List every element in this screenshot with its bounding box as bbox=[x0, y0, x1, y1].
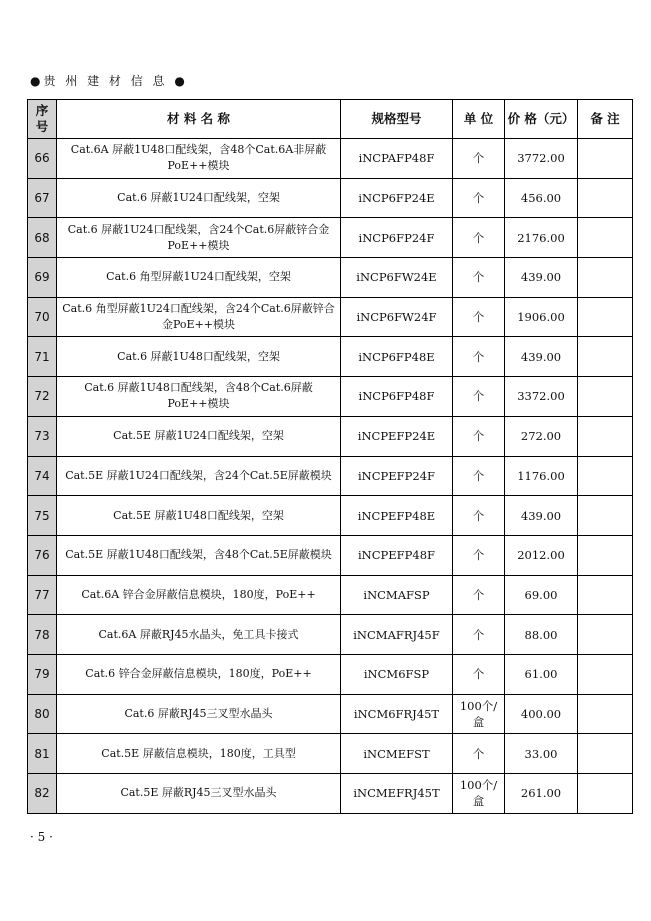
cell-price: 261.00 bbox=[505, 774, 578, 814]
cell-unit: 个 bbox=[453, 139, 505, 179]
cell-model: iNCP6FP24F bbox=[341, 218, 453, 258]
cell-model: iNCMAFRJ45F bbox=[341, 615, 453, 655]
cell-no: 73 bbox=[28, 416, 57, 456]
page-number: · 5 · bbox=[30, 830, 53, 844]
cell-remark bbox=[578, 575, 633, 615]
table-row bbox=[28, 496, 633, 536]
cell-remark bbox=[578, 258, 633, 298]
cell-model: iNCM6FRJ45T bbox=[341, 694, 453, 734]
table-row bbox=[28, 694, 633, 734]
cell-remark bbox=[578, 496, 633, 536]
cell-price: 33.00 bbox=[505, 734, 578, 774]
cell-price: 2012.00 bbox=[505, 535, 578, 575]
cell-name: Cat.5E 屏蔽1U24口配线架，空架 bbox=[57, 416, 341, 456]
col-header-price: 价 格（元） bbox=[505, 100, 578, 139]
cell-model: iNCPEFP24E bbox=[341, 416, 453, 456]
cell-unit: 个 bbox=[453, 218, 505, 258]
cell-price: 3772.00 bbox=[505, 139, 578, 179]
cell-model: iNCMAFSP bbox=[341, 575, 453, 615]
table-row bbox=[28, 377, 633, 417]
cell-no: 68 bbox=[28, 218, 57, 258]
cell-remark bbox=[578, 297, 633, 337]
cell-price: 439.00 bbox=[505, 258, 578, 298]
cell-price: 439.00 bbox=[505, 337, 578, 377]
cell-name: Cat.6 屏蔽1U48口配线架，含48个Cat.6屏蔽PoE++模块 bbox=[57, 377, 341, 417]
cell-no: 70 bbox=[28, 297, 57, 337]
cell-no: 69 bbox=[28, 258, 57, 298]
table-row bbox=[28, 615, 633, 655]
cell-model: iNCP6FP48E bbox=[341, 337, 453, 377]
table-row bbox=[28, 297, 633, 337]
cell-unit: 个 bbox=[453, 178, 505, 218]
price-table bbox=[27, 99, 633, 814]
cell-unit: 个 bbox=[453, 734, 505, 774]
cell-model: iNCPEFP48E bbox=[341, 496, 453, 536]
cell-price: 1906.00 bbox=[505, 297, 578, 337]
cell-price: 61.00 bbox=[505, 654, 578, 694]
cell-name: Cat.6A 屏蔽1U48口配线架，含48个Cat.6A非屏蔽PoE++模块 bbox=[57, 139, 341, 179]
cell-model: iNCP6FP24E bbox=[341, 178, 453, 218]
table-row bbox=[28, 218, 633, 258]
cell-name: Cat.5E 屏蔽1U48口配线架，空架 bbox=[57, 496, 341, 536]
table-row bbox=[28, 774, 633, 814]
cell-name: Cat.6 角型屏蔽1U24口配线架，空架 bbox=[57, 258, 341, 298]
cell-no: 78 bbox=[28, 615, 57, 655]
page-header: ●贵 州 建 材 信 息 ● bbox=[30, 74, 188, 88]
cell-model: iNCP6FP48F bbox=[341, 377, 453, 417]
cell-price: 2176.00 bbox=[505, 218, 578, 258]
cell-price: 3372.00 bbox=[505, 377, 578, 417]
cell-unit: 个 bbox=[453, 575, 505, 615]
cell-name: Cat.6 屏蔽RJ45三叉型水晶头 bbox=[57, 694, 341, 734]
table-header-row bbox=[28, 100, 633, 139]
cell-price: 1176.00 bbox=[505, 456, 578, 496]
col-header-no: 序号 bbox=[28, 100, 57, 139]
cell-remark bbox=[578, 337, 633, 377]
cell-no: 71 bbox=[28, 337, 57, 377]
cell-name: Cat.6 角型屏蔽1U24口配线架，含24个Cat.6屏蔽锌合金PoE++模块 bbox=[57, 297, 341, 337]
cell-model: iNCPAFP48F bbox=[341, 139, 453, 179]
cell-name: Cat.5E 屏蔽1U48口配线架，含48个Cat.5E屏蔽模块 bbox=[57, 535, 341, 575]
cell-no: 82 bbox=[28, 774, 57, 814]
cell-price: 400.00 bbox=[505, 694, 578, 734]
cell-unit: 个 bbox=[453, 337, 505, 377]
cell-unit: 个 bbox=[453, 615, 505, 655]
cell-remark bbox=[578, 694, 633, 734]
cell-unit: 个 bbox=[453, 416, 505, 456]
col-header-unit: 单 位 bbox=[453, 100, 505, 139]
col-header-name: 材 料 名 称 bbox=[57, 100, 341, 139]
cell-remark bbox=[578, 178, 633, 218]
cell-no: 67 bbox=[28, 178, 57, 218]
cell-name: Cat.6 屏蔽1U48口配线架，空架 bbox=[57, 337, 341, 377]
cell-model: iNCP6FW24E bbox=[341, 258, 453, 298]
cell-unit: 个 bbox=[453, 496, 505, 536]
cell-no: 77 bbox=[28, 575, 57, 615]
cell-price: 69.00 bbox=[505, 575, 578, 615]
cell-unit: 个 bbox=[453, 297, 505, 337]
cell-name: Cat.5E 屏蔽1U24口配线架，含24个Cat.5E屏蔽模块 bbox=[57, 456, 341, 496]
col-header-model: 规格型号 bbox=[341, 100, 453, 139]
cell-unit: 个 bbox=[453, 258, 505, 298]
cell-model: iNCPEFP48F bbox=[341, 535, 453, 575]
cell-unit: 个 bbox=[453, 456, 505, 496]
cell-model: iNCMEFST bbox=[341, 734, 453, 774]
table-row bbox=[28, 258, 633, 298]
cell-remark bbox=[578, 654, 633, 694]
cell-name: Cat.6 屏蔽1U24口配线架，空架 bbox=[57, 178, 341, 218]
table-row bbox=[28, 575, 633, 615]
cell-model: iNCM6FSP bbox=[341, 654, 453, 694]
cell-price: 88.00 bbox=[505, 615, 578, 655]
cell-remark bbox=[578, 139, 633, 179]
cell-price: 439.00 bbox=[505, 496, 578, 536]
cell-no: 80 bbox=[28, 694, 57, 734]
cell-unit: 个 bbox=[453, 377, 505, 417]
cell-price: 272.00 bbox=[505, 416, 578, 456]
cell-remark bbox=[578, 416, 633, 456]
cell-remark bbox=[578, 774, 633, 814]
cell-unit: 个 bbox=[453, 654, 505, 694]
table-row bbox=[28, 178, 633, 218]
cell-no: 76 bbox=[28, 535, 57, 575]
table-row bbox=[28, 456, 633, 496]
cell-remark bbox=[578, 377, 633, 417]
cell-no: 74 bbox=[28, 456, 57, 496]
cell-name: Cat.6 锌合金屏蔽信息模块，180度，PoE++ bbox=[57, 654, 341, 694]
cell-name: Cat.5E 屏蔽RJ45三叉型水晶头 bbox=[57, 774, 341, 814]
table-row bbox=[28, 139, 633, 179]
col-header-remark: 备 注 bbox=[578, 100, 633, 139]
table-row bbox=[28, 734, 633, 774]
cell-unit: 100个/盒 bbox=[453, 694, 505, 734]
cell-no: 75 bbox=[28, 496, 57, 536]
cell-unit: 个 bbox=[453, 535, 505, 575]
cell-model: iNCPEFP24F bbox=[341, 456, 453, 496]
table-row bbox=[28, 535, 633, 575]
cell-remark bbox=[578, 456, 633, 496]
table-row bbox=[28, 654, 633, 694]
cell-price: 456.00 bbox=[505, 178, 578, 218]
table-row bbox=[28, 337, 633, 377]
cell-no: 79 bbox=[28, 654, 57, 694]
cell-model: iNCMEFRJ45T bbox=[341, 774, 453, 814]
cell-remark bbox=[578, 218, 633, 258]
cell-name: Cat.6A 锌合金屏蔽信息模块，180度，PoE++ bbox=[57, 575, 341, 615]
cell-model: iNCP6FW24F bbox=[341, 297, 453, 337]
cell-unit: 100个/盒 bbox=[453, 774, 505, 814]
cell-name: Cat.6 屏蔽1U24口配线架，含24个Cat.6屏蔽锌合金PoE++模块 bbox=[57, 218, 341, 258]
cell-no: 81 bbox=[28, 734, 57, 774]
cell-no: 72 bbox=[28, 377, 57, 417]
cell-no: 66 bbox=[28, 139, 57, 179]
table-row bbox=[28, 416, 633, 456]
cell-remark bbox=[578, 535, 633, 575]
cell-name: Cat.6A 屏蔽RJ45水晶头，免工具卡接式 bbox=[57, 615, 341, 655]
cell-remark bbox=[578, 734, 633, 774]
cell-name: Cat.5E 屏蔽信息模块，180度，工具型 bbox=[57, 734, 341, 774]
cell-remark bbox=[578, 615, 633, 655]
